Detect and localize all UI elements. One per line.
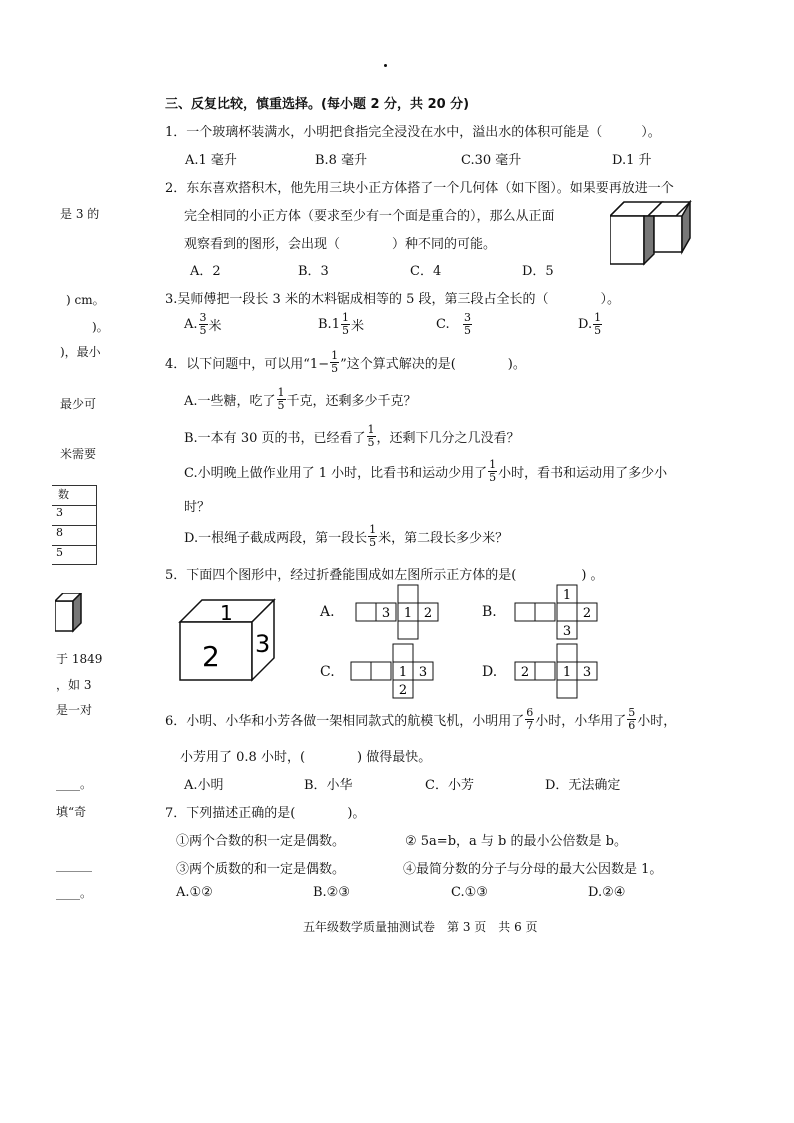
net-b [514,584,602,640]
left-fragment: ) cm。 [66,293,105,307]
section-title: 三、反复比较，慎重选择。(每小题 2 分，共 20 分) [165,97,470,112]
q6-option-b: B．小华 [304,778,353,793]
q4-option-c-line2: 时？ [184,500,211,515]
option-text: C.小明晚上做作业用了 1 小时，比看书和运动少用了 [184,466,488,481]
option-text: B.一本有 30 页的书，已经看了 [184,431,366,446]
q7-statement-3: ③两个质数的和一定是偶数。 [176,862,346,877]
stem-text: ”这个算式解决的是( )。 [340,357,526,372]
option-text: A.一些糖，吃了 [184,394,276,409]
stray-dot [384,64,387,67]
q1-option-a: A.1 毫升 [185,153,237,168]
stem-text: 小时，小华用了 [535,714,627,729]
left-table-fragment [52,485,97,565]
q2-option-c: C．4 [410,264,442,279]
net-b-face: 2 [582,606,592,621]
net-b-face: 1 [562,588,572,603]
denominator: 5 [367,436,375,449]
q3-option-d [578,312,603,337]
q1-option-b: B.8 毫升 [315,153,368,168]
question-6-line2: 小芳用了 0.8 小时，( ) 做得最快。 [180,750,432,765]
q6-option-a: A.小明 [184,778,224,793]
net-d-face: 1 [562,665,572,680]
question-6-line1 [165,707,676,732]
q3-option-a [184,312,222,337]
denominator: 5 [199,324,207,337]
left-fragment: ____。 [56,777,93,791]
fraction [199,312,208,337]
net-c [350,643,438,699]
q6-option-d: D．无法确定 [545,778,621,793]
fraction [463,312,472,337]
q7-option-b: B.②③ [313,885,350,900]
net-c-face: 1 [398,665,408,680]
unit: 米 [208,319,222,334]
q2-option-b: B．3 [298,264,329,279]
net-d-face: 2 [520,665,530,680]
net-a-face: 2 [423,606,433,621]
cube-face-right: 3 [255,630,271,658]
q2-option-a: A．2 [190,264,221,279]
left-fragment: 最少可 [60,397,97,411]
q4-option-b [184,424,520,449]
fraction [341,312,350,337]
left-fragment: )，最小 [60,345,101,359]
table-cell: 数 [52,486,96,506]
q4-option-d [184,524,508,549]
question-4-stem [165,350,526,375]
left-fragment: 填“奇 [56,805,87,819]
numerator: 1 [341,311,349,324]
numerator: 1 [369,523,377,536]
denominator: 5 [369,536,377,549]
numerator: 3 [464,311,472,324]
denominator: 5 [594,324,602,337]
q3-option-b [318,312,364,337]
fraction [488,459,497,484]
unit: 米 [350,319,364,334]
question-3-stem: 3.吴师傅把一段长 3 米的木料锯成相等的 5 段，第三段占全长的（ ）。 [165,292,620,307]
fraction [368,524,377,549]
left-fragment: 是 3 的 [60,207,100,221]
option-label: B. [318,317,332,332]
option-text: 小时，看书和运动用了多少小 [498,466,668,481]
cube-fragment-icon [55,593,85,633]
numerator: 5 [628,706,636,719]
numbered-cube-figure [178,598,278,682]
fraction [627,707,636,732]
denominator: 6 [628,719,636,732]
q1-option-d: D.1 升 [612,153,652,168]
denominator: 5 [331,362,339,375]
numerator: 1 [331,349,339,362]
left-fragment: 是一对 [56,703,93,717]
left-fragment: ______ [56,858,92,872]
net-c-face: 3 [418,665,428,680]
left-fragment: 于 1849 [56,652,103,666]
denominator: 5 [341,324,349,337]
question-7-stem: 7．下列描述正确的是( )。 [165,806,366,821]
option-text: ，还剩下几分之几没看？ [376,431,520,446]
q7-option-a: A.①② [176,885,213,900]
q7-option-c: C.①③ [451,885,488,900]
question-2-line2: 完全相同的小正方体（要求至少有一个面是重合的），那么从正面 [184,209,555,224]
fraction [593,312,602,337]
option-label: C. [436,317,450,332]
numerator: 1 [277,386,285,399]
denominator: 5 [277,399,285,412]
left-fragment: ____。 [56,886,93,900]
question-2-line3: 观察看到的图形，会出现（ ）种不同的可能。 [184,237,497,252]
q7-statement-1: ①两个合数的积一定是偶数。 [176,834,346,849]
option-text: D.一根绳子截成两段，第一段长 [184,531,368,546]
cube-face-top: 1 [220,601,233,625]
net-d [514,643,602,699]
question-1-stem: 1．一个玻璃杯装满水，小明把食指完全浸没在水中，溢出水的体积可能是（ ）。 [165,125,661,140]
denominator: 7 [526,719,534,732]
q6-option-c: C．小芳 [425,778,474,793]
q7-statement-4: ④最简分数的分子与分母的最大公因数是 1。 [403,862,663,877]
fraction [277,387,286,412]
net-a-face: 3 [381,606,391,621]
net-d-face: 3 [582,665,592,680]
net-c-face: 2 [398,683,408,698]
option-text: 千克，还剩多少千克？ [286,394,417,409]
q4-option-c [184,459,667,484]
option-text: 米，第二段长多少米？ [378,531,509,546]
q7-statement-2: ② 5a=b，a 与 b 的最小公倍数是 b。 [405,834,627,849]
cube-face-front: 2 [202,640,220,673]
three-cube-figure-icon [610,200,698,266]
numerator: 1 [594,311,602,324]
q7-option-d: D.②④ [588,885,626,900]
page-footer: 五年级数学质量抽测试卷 第 3 页 共 6 页 [303,920,538,934]
fraction [367,424,376,449]
option-label: D. [578,317,593,332]
denominator: 5 [464,324,472,337]
q5-label-a: A. [320,604,335,620]
left-fragment: 米需要 [60,447,97,461]
q3-option-c [436,312,473,337]
stem-text: 6．小明、小华和小芳各做一架相同款式的航模飞机，小明用了 [165,714,525,729]
table-cell: 8 [52,526,96,546]
numerator: 6 [526,706,534,719]
fraction [525,707,534,732]
left-fragment: ，如 3 [56,678,92,692]
numerator: 1 [489,458,497,471]
question-2-line1: 2．东东喜欢搭积木，他先用三块小正方体搭了一个几何体（如下图）。如果要再放进一个 [165,181,674,196]
net-b-face: 3 [562,624,572,639]
table-cell: 3 [52,506,96,526]
q5-label-d: D. [482,664,498,680]
q5-label-c: C. [320,664,335,680]
net-a-face: 1 [403,606,413,621]
net-a [355,584,443,640]
table-cell: 5 [56,546,63,559]
q2-option-d: D．5 [522,264,554,279]
numerator: 1 [367,423,375,436]
q1-option-c: C.30 毫升 [461,153,522,168]
left-fragment: )。 [92,320,109,334]
fraction [330,350,339,375]
option-label: A. [184,317,198,332]
whole: 1 [331,317,340,332]
denominator: 5 [489,471,497,484]
stem-text: 小时， [637,714,677,729]
q4-option-a [184,387,417,412]
stem-text: 4．以下问题中，可以用“1− [165,357,330,372]
numerator: 3 [199,311,207,324]
q5-label-b: B. [482,604,497,620]
question-5-stem: 5．下面四个图形中，经过折叠能围成如左图所示正方体的是( ) 。 [165,568,604,583]
